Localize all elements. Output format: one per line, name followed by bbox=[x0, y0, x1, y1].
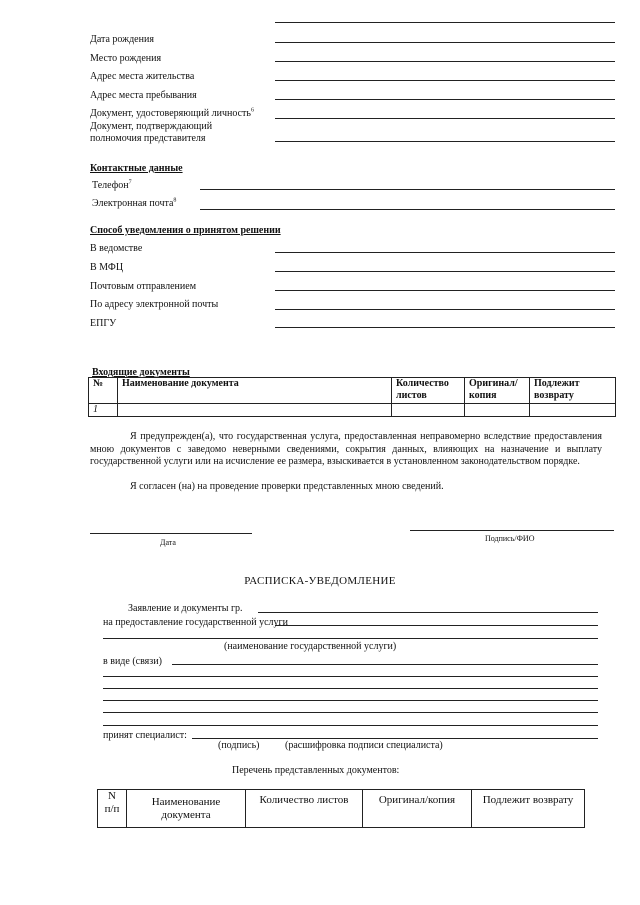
notify-field-3[interactable] bbox=[275, 290, 615, 291]
col-orig-line1: Оригинал/ bbox=[469, 378, 518, 389]
rep-doc-label-1: Документ, подтверждающий bbox=[90, 121, 213, 132]
documents-list-table bbox=[97, 789, 585, 828]
notify-heading: Способ уведомления о принятом решении bbox=[90, 225, 281, 236]
list-title: Перечень представленных документов: bbox=[232, 765, 400, 776]
phone-text: Телефон bbox=[92, 180, 129, 191]
form-field[interactable] bbox=[172, 664, 598, 665]
notify-field-1[interactable] bbox=[275, 252, 615, 253]
notify-field-2[interactable] bbox=[275, 271, 615, 272]
rep-doc-field[interactable] bbox=[275, 141, 615, 142]
form-line-4[interactable] bbox=[103, 700, 598, 701]
notify-option-1: В ведомстве bbox=[90, 243, 143, 254]
notify-field-4[interactable] bbox=[275, 309, 615, 310]
receipt-line2-label: на предоставление государственной услуги bbox=[103, 617, 288, 628]
service-field-2[interactable] bbox=[103, 638, 598, 639]
birth-date-field[interactable] bbox=[275, 42, 615, 43]
birth-place-label: Место рождения bbox=[90, 53, 162, 64]
form-line-5[interactable] bbox=[103, 712, 598, 713]
birth-date-label: Дата рождения bbox=[90, 34, 154, 45]
receipt-line1-label: Заявление и документы гр. bbox=[128, 603, 243, 614]
footnote-8: 8 bbox=[173, 197, 177, 204]
notify-option-4: По адресу электронной почты bbox=[90, 299, 219, 310]
notify-option-2: В МФЦ bbox=[90, 262, 124, 273]
phone-field[interactable] bbox=[200, 189, 615, 190]
decode-caption: (расшифровка подписи специалиста) bbox=[285, 740, 443, 751]
signature-line[interactable] bbox=[410, 530, 614, 531]
col-return-line2: возврату bbox=[534, 390, 574, 401]
service-field-1[interactable] bbox=[275, 625, 598, 626]
notify-option-5: ЕПГУ bbox=[90, 318, 117, 329]
list-col-return: Подлежит возврату bbox=[472, 790, 585, 828]
row-orig-cell[interactable] bbox=[465, 404, 530, 417]
signature-caption: Подпись/ФИО bbox=[485, 534, 535, 543]
list-col-n-line1: N bbox=[108, 790, 116, 802]
form-line-3[interactable] bbox=[103, 688, 598, 689]
col-qty bbox=[392, 378, 465, 404]
col-name: Наименование документа bbox=[118, 378, 392, 404]
stay-label: Адрес места пребывания bbox=[90, 90, 197, 101]
row-name-cell[interactable] bbox=[118, 404, 392, 417]
service-caption: (наименование государственной услуги) bbox=[224, 641, 397, 652]
date-line[interactable] bbox=[90, 533, 252, 534]
incoming-header-row bbox=[89, 378, 616, 404]
form-label: в виде (связи) bbox=[103, 656, 162, 667]
row-qty-cell[interactable] bbox=[392, 404, 465, 417]
list-col-orig: Оригинал/копия bbox=[363, 790, 472, 828]
email-label bbox=[92, 198, 176, 210]
sign-caption: (подпись) bbox=[218, 740, 260, 751]
residence-label: Адрес места жительства bbox=[90, 71, 195, 82]
list-col-n bbox=[98, 790, 127, 828]
row-num: 1 bbox=[89, 404, 118, 417]
citizen-name-field[interactable] bbox=[258, 612, 598, 613]
list-col-name bbox=[127, 790, 246, 828]
birth-place-field[interactable] bbox=[275, 61, 615, 62]
form-line-2[interactable] bbox=[103, 676, 598, 677]
specialist-field[interactable] bbox=[192, 738, 598, 739]
id-doc-label bbox=[90, 108, 254, 120]
rep-doc-label-2: полномочия представителя bbox=[90, 133, 206, 144]
incoming-heading: Входящие документы bbox=[92, 367, 190, 378]
col-num: № bbox=[89, 378, 118, 404]
date-caption: Дата bbox=[160, 538, 176, 547]
table-row bbox=[89, 404, 616, 417]
consent-text: Я согласен (на) на проведение проверки представленных мною сведений. bbox=[130, 481, 444, 492]
id-doc-text: Документ, удостоверяющий личность bbox=[90, 108, 251, 119]
receipt-title: РАСПИСКА-УВЕДОМЛЕНИЕ bbox=[244, 575, 396, 587]
accepted-label: принят специалист: bbox=[103, 730, 187, 741]
phone-label bbox=[92, 180, 132, 192]
col-orig-line2: копия bbox=[469, 390, 497, 401]
list-col-qty: Количество листов bbox=[246, 790, 363, 828]
contacts-heading: Контактные данные bbox=[90, 163, 183, 174]
col-qty-line1: Количество bbox=[396, 378, 449, 389]
list-col-n-line2: п/п bbox=[104, 803, 120, 815]
top-line bbox=[275, 22, 615, 23]
stay-field[interactable] bbox=[275, 99, 615, 100]
col-qty-line2: листов bbox=[396, 390, 427, 401]
col-orig bbox=[465, 378, 530, 404]
incoming-table bbox=[88, 377, 616, 417]
email-field[interactable] bbox=[200, 209, 615, 210]
email-text: Электронная почта bbox=[92, 198, 174, 209]
footnote-7: 7 bbox=[128, 179, 132, 186]
col-return bbox=[530, 378, 616, 404]
list-col-name-line2: документа bbox=[161, 809, 211, 821]
notify-option-3: Почтовым отправлением bbox=[90, 281, 197, 292]
list-header-row bbox=[98, 790, 585, 828]
id-doc-field[interactable] bbox=[275, 118, 615, 119]
notify-field-5[interactable] bbox=[275, 327, 615, 328]
footnote-6: 6 bbox=[250, 107, 254, 114]
list-col-name-line1: Наименование bbox=[151, 796, 221, 808]
residence-field[interactable] bbox=[275, 80, 615, 81]
row-return-cell[interactable] bbox=[530, 404, 616, 417]
form-line-6[interactable] bbox=[103, 725, 598, 726]
col-return-line1: Подлежит bbox=[534, 378, 580, 389]
warning-paragraph: Я предупрежден(а), что государственная услуга, предоставленная неправомерно вследствие предоставления мною документов с заведомо неверными сведениями, сокрытия данных, влияющих на назначение и выплату государственной услуги или на исчисление ее размера, взыскивается в установленном законодательством порядке. bbox=[90, 431, 602, 467]
